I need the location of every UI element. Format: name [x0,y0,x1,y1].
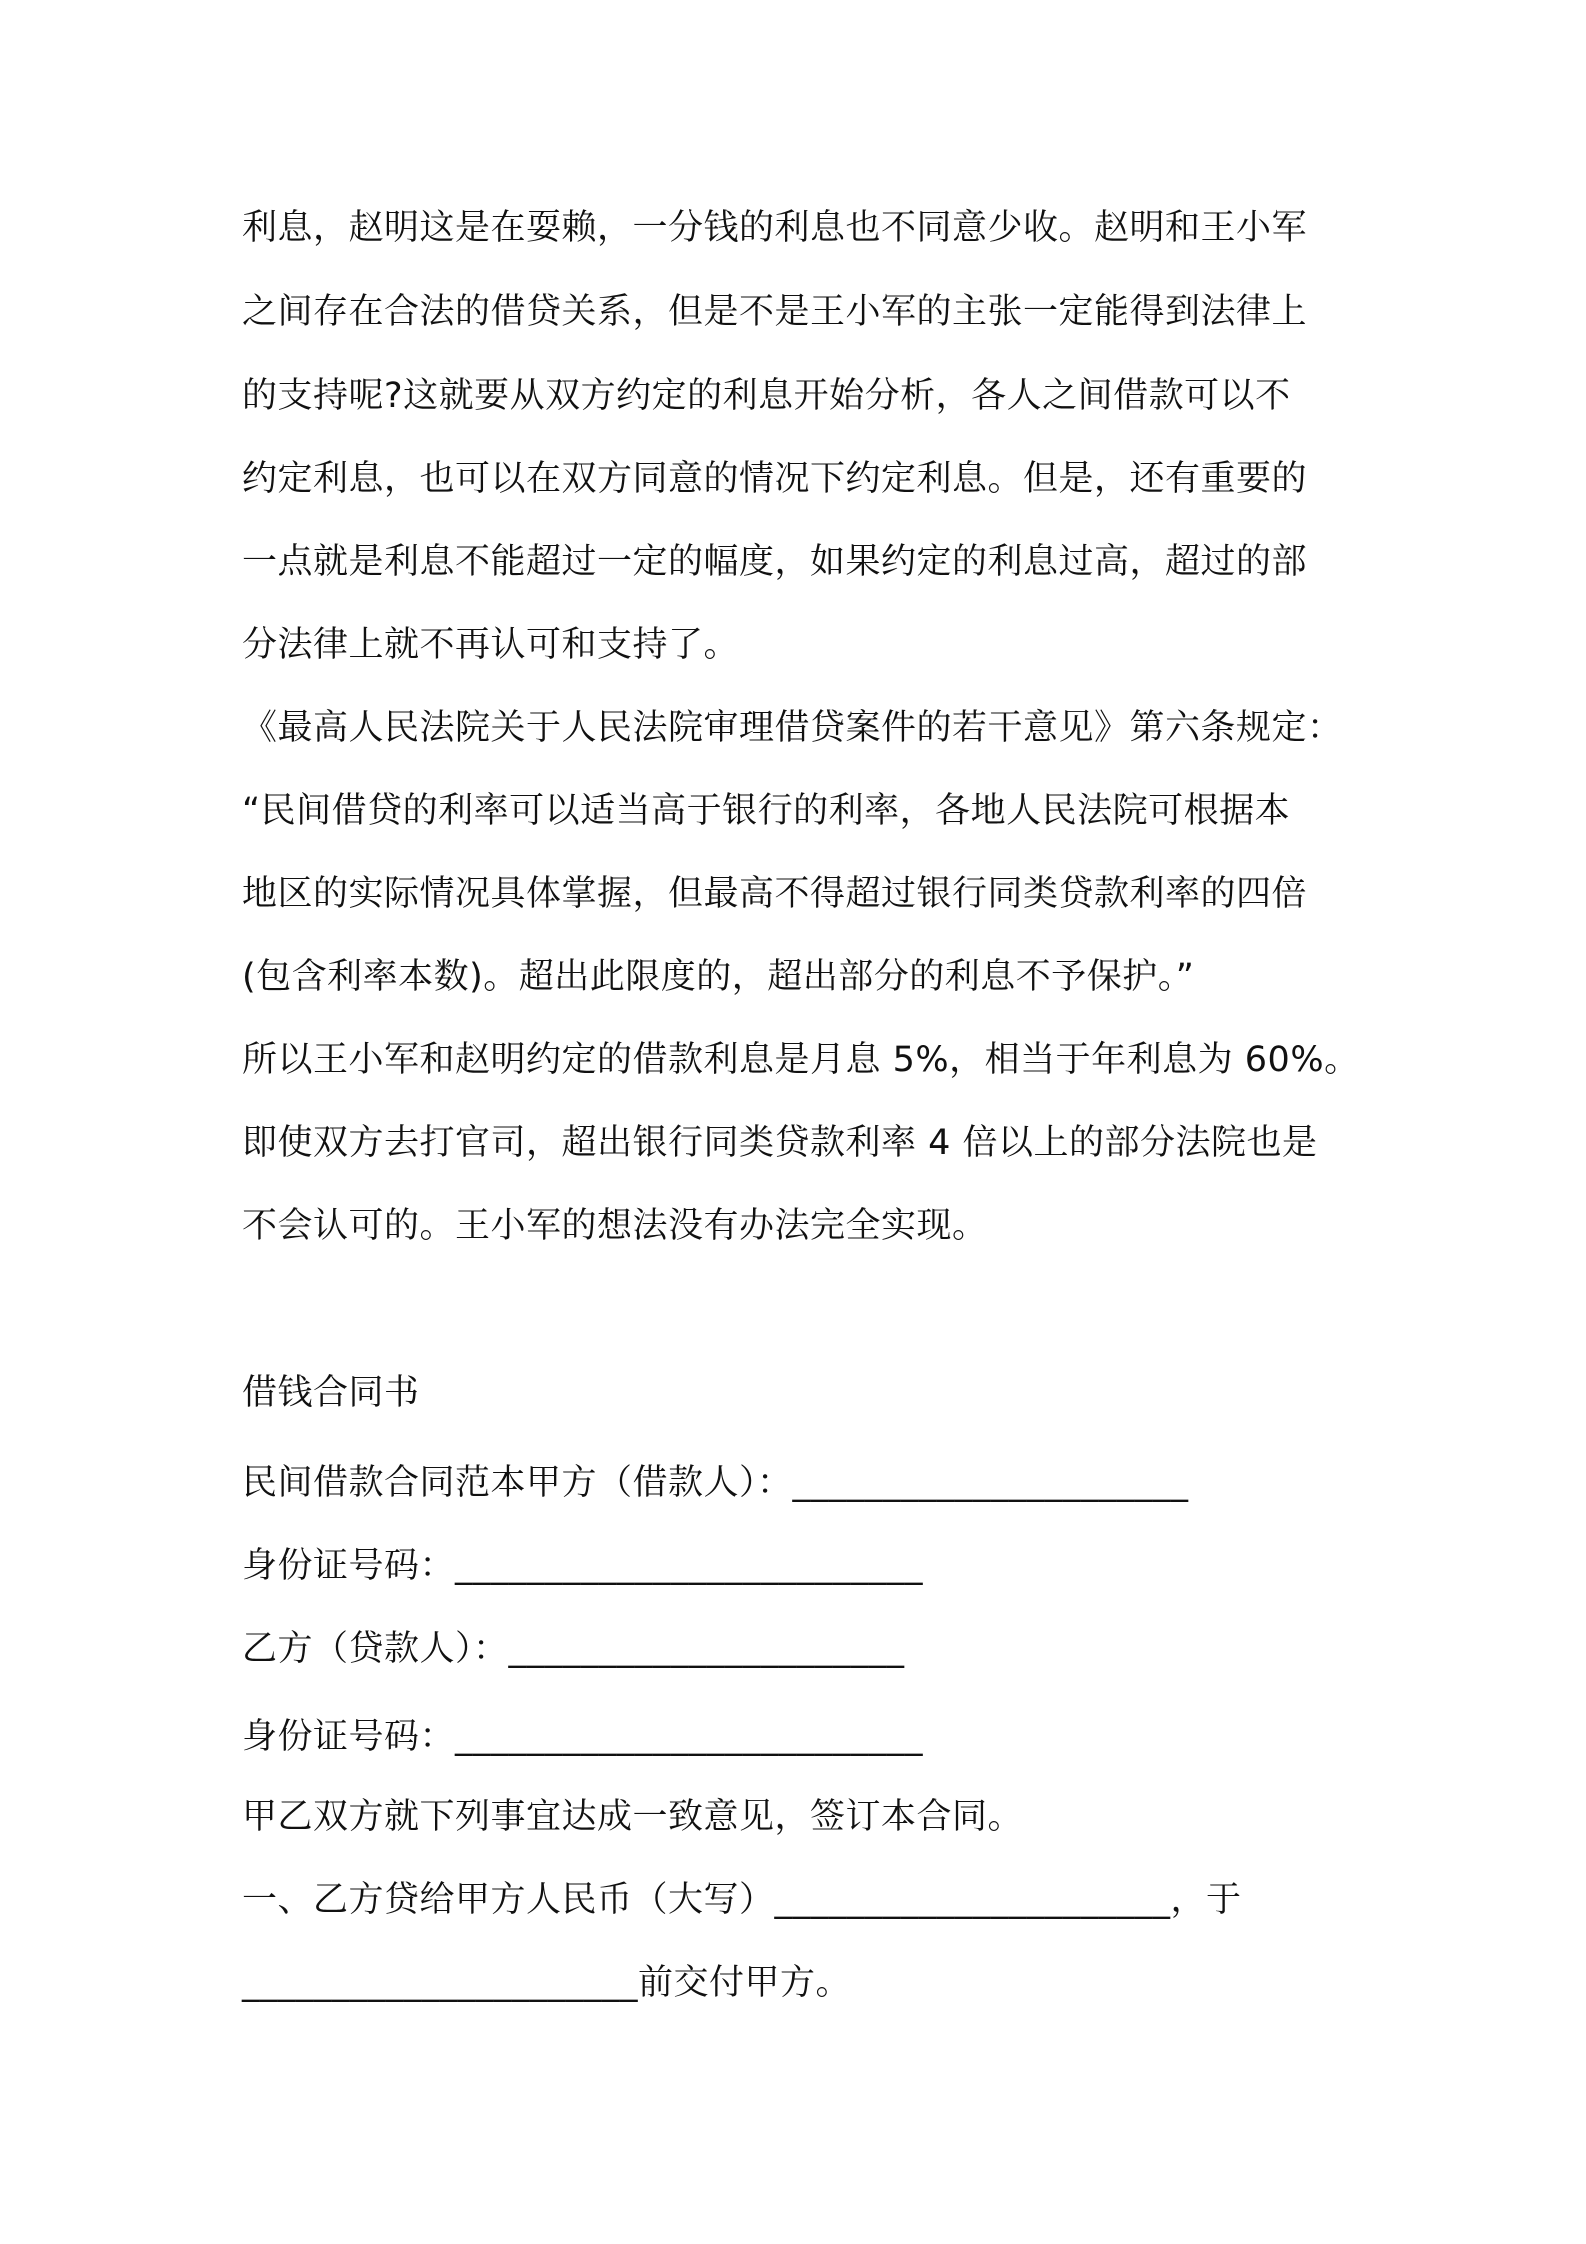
body-text-line: 分法律上就不再认可和支持了。 [242,625,740,665]
body-text-line: 地区的实际情况具体掌握，但最高不得超过银行同类贷款利率的四倍 [242,874,1308,914]
body-text-line: 一点就是利息不能超过一定的幅度，如果约定的利息过高，超过的部 [242,542,1308,582]
contract-id-a-line: 身份证号码：__________________________ [242,1546,924,1586]
contract-clause-1-line: 一、乙方贷给甲方人民币（大写）______________________，于 [242,1880,1242,1920]
body-text-line: 即使双方去打官司，超出银行同类贷款利率 4 倍以上的部分法院也是 [242,1123,1318,1163]
contract-party-a-line: 民间借款合同范本甲方（借款人）：______________________ [242,1463,1189,1503]
body-text-line: “民间借贷的利率可以适当高于银行的利率，各地人民法院可根据本 [242,791,1291,831]
contract-title: 借钱合同书 [242,1373,420,1413]
contract-id-b-line: 身份证号码：__________________________ [242,1717,924,1757]
body-text-line: 不会认可的。王小军的想法没有办法完全实现。 [242,1206,988,1246]
contract-party-b-line: 乙方（贷款人）：______________________ [242,1629,905,1669]
body-text-line: 《最高人民法院关于人民法院审理借贷案件的若干意见》第六条规定： [242,708,1343,748]
body-text-line: 所以王小军和赵明约定的借款利息是月息 5%，相当于年利息为 60%。 [242,1040,1360,1080]
body-text-line: 的支持呢?这就要从双方约定的利息开始分析，各人之间借款可以不 [242,376,1291,416]
body-text-line: 利息，赵明这是在耍赖，一分钱的利息也不同意少收。赵明和王小军 [242,208,1308,248]
body-text-line: (包含利率本数)。超出此限度的，超出部分的利息不予保护。” [242,957,1195,997]
body-text-line: 约定利息，也可以在双方同意的情况下约定利息。但是，还有重要的 [242,459,1308,499]
body-text-line: 之间存在合法的借贷关系，但是不是王小军的主张一定能得到法律上 [242,292,1308,332]
contract-clause-1-cont: ______________________前交付甲方。 [242,1963,852,2003]
contract-agreement-line: 甲乙双方就下列事宜达成一致意见，签订本合同。 [242,1797,1024,1837]
